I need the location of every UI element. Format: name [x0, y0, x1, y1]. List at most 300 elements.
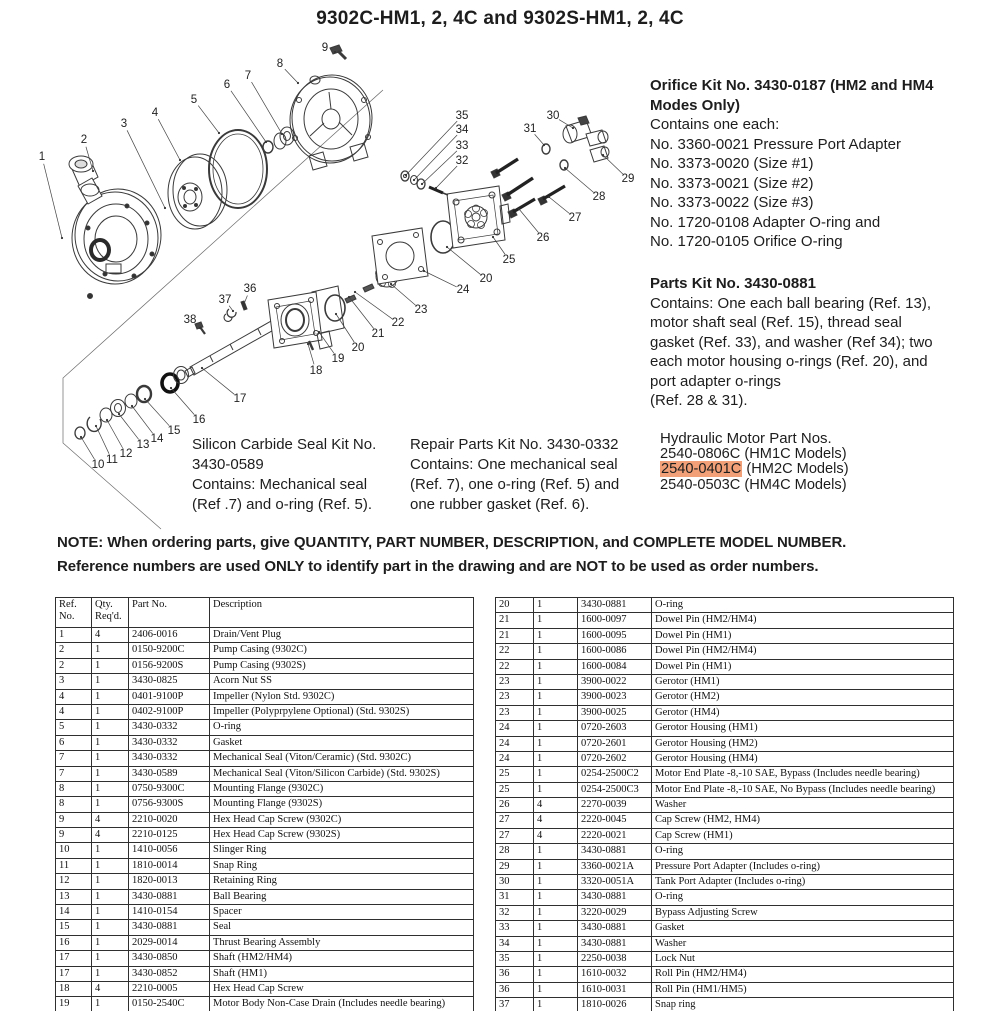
- impeller-drawing: [168, 154, 227, 229]
- table-cell: 20: [496, 598, 534, 613]
- model-label: (HM4C Models): [740, 476, 847, 493]
- table-cell: 1: [92, 797, 129, 812]
- table-cell: 22: [496, 644, 534, 659]
- leader-line: [549, 197, 570, 214]
- table-cell: 1: [92, 781, 129, 796]
- silicon-kit-body: [192, 475, 410, 515]
- orifice-kit-block: [650, 76, 995, 252]
- table-row: [56, 781, 474, 796]
- table-row: [496, 844, 954, 859]
- leader-endpoint: [390, 283, 392, 285]
- table-cell: 1610-0032: [578, 967, 652, 982]
- table-cell: 1: [534, 674, 578, 689]
- table-row: [56, 720, 474, 735]
- table-cell: 1410-0056: [129, 843, 210, 858]
- text-line: Contains: One each ball bearing (Ref. 13),: [650, 294, 931, 312]
- leader-endpoint: [602, 154, 604, 156]
- table-cell: 4: [534, 813, 578, 828]
- callout-number: 16: [192, 414, 206, 426]
- table-cell: Thrust Bearing Assembly: [210, 935, 474, 950]
- table-row: [56, 874, 474, 889]
- table-cell: 1: [534, 736, 578, 751]
- leader-endpoint: [492, 236, 494, 238]
- table-cell: 1600-0084: [578, 659, 652, 674]
- table-row: [496, 767, 954, 782]
- table-cell: 1: [534, 875, 578, 890]
- callout-number: 22: [391, 317, 405, 329]
- text-line: NOTE: When ordering parts, give QUANTITY, PART NUMBER, DESCRIPTION, and COMPLETE MODEL NUMBER.: [57, 534, 847, 551]
- callout-number: 30: [546, 110, 560, 122]
- table-cell: Impeller (Polyprpylene Optional) (Std. 9302S): [210, 704, 474, 719]
- callout-number: 29: [621, 173, 635, 185]
- table-cell: 1610-0031: [578, 982, 652, 997]
- table-cell: O-ring: [210, 720, 474, 735]
- leader-line: [252, 82, 282, 134]
- text-line: (Ref. 7), one o-ring (Ref. 5) and: [410, 476, 620, 493]
- table-cell: 1: [92, 858, 129, 873]
- table-cell: 8: [56, 781, 92, 796]
- table-cell: 3430-0332: [129, 720, 210, 735]
- table-cell: 28: [496, 844, 534, 859]
- table-cell: 23: [496, 674, 534, 689]
- callout-number: 28: [592, 191, 606, 203]
- table-cell: 1: [534, 936, 578, 951]
- table-cell: 3220-0029: [578, 905, 652, 920]
- table-cell: 1: [92, 951, 129, 966]
- callout-number: 11: [106, 454, 118, 466]
- table-cell: Mounting Flange (9302S): [210, 797, 474, 812]
- table-cell: 22: [496, 659, 534, 674]
- model-label: (HM1C Models): [740, 445, 847, 462]
- leader-line: [565, 168, 594, 192]
- table-cell: 17: [56, 951, 92, 966]
- leader-endpoint: [164, 207, 166, 209]
- part-number: 2540-0503C: [660, 476, 741, 493]
- callout-number: 15: [167, 425, 181, 437]
- leader-endpoint: [118, 413, 120, 415]
- leader-endpoint: [421, 183, 423, 185]
- table-cell: 0720-2602: [578, 751, 652, 766]
- table-row: [496, 782, 954, 797]
- table-cell: Drain/Vent Plug: [210, 628, 474, 643]
- table-header-row: [56, 598, 474, 628]
- dowel-pin-drawing: [363, 284, 374, 292]
- table-cell: 0254-2500C2: [578, 767, 652, 782]
- table-cell: Gerotor (HM2): [652, 690, 954, 705]
- table-cell: 5: [56, 720, 92, 735]
- table-cell: 36: [496, 982, 534, 997]
- callout-number: 12: [119, 448, 133, 460]
- table-cell: 4: [92, 628, 129, 643]
- table-cell: 2210-0020: [129, 812, 210, 827]
- table-cell: 4: [92, 812, 129, 827]
- leader-endpoint: [564, 167, 566, 169]
- text-line: Silicon Carbide Seal Kit No.: [192, 436, 377, 453]
- callout-number: 35: [455, 110, 469, 122]
- table-cell: 0150-2540C: [129, 997, 210, 1011]
- text-line: (Ref .7) and o-ring (Ref. 5).: [192, 496, 373, 513]
- table-row: [496, 751, 954, 766]
- leader-line: [424, 271, 457, 287]
- table-row: [496, 674, 954, 689]
- callout-number: 1: [38, 151, 46, 163]
- leader-endpoint: [572, 127, 574, 129]
- table-cell: 1600-0097: [578, 613, 652, 628]
- leader-endpoint: [348, 296, 350, 298]
- table-row: [56, 951, 474, 966]
- table-cell: 1810-0014: [129, 858, 210, 873]
- orifice-kit-heading: [650, 76, 995, 115]
- table-cell: 1: [92, 643, 129, 658]
- table-row: [496, 875, 954, 890]
- table-cell: 7: [56, 766, 92, 781]
- callout-number: 32: [455, 155, 469, 167]
- table-row: [56, 905, 474, 920]
- table-cell: 1: [92, 935, 129, 950]
- leader-line: [96, 426, 109, 454]
- table-cell: 1: [534, 782, 578, 797]
- leader-endpoint: [199, 327, 201, 329]
- leader-endpoint: [61, 237, 63, 239]
- table-cell: Hex Head Cap Screw (9302C): [210, 812, 474, 827]
- leader-endpoint: [144, 398, 146, 400]
- leader-line: [145, 399, 169, 426]
- text-line: Contains: Mechanical seal: [192, 476, 368, 493]
- text-line: Modes Only): [650, 96, 741, 114]
- table-row: [496, 813, 954, 828]
- table-cell: Bypass Adjusting Screw: [652, 905, 954, 920]
- highlighted-part-number: 2540-0401C: [661, 461, 742, 478]
- table-cell: 29: [496, 859, 534, 874]
- ordering-note: [57, 531, 957, 578]
- table-cell: 1: [534, 751, 578, 766]
- table-cell: 16: [56, 935, 92, 950]
- table-cell: 9: [56, 828, 92, 843]
- table-cell: 1: [534, 921, 578, 936]
- table-cell: 3430-0852: [129, 966, 210, 981]
- table-cell: 3430-0332: [129, 751, 210, 766]
- leader-line: [44, 164, 62, 238]
- table-cell: 15: [56, 920, 92, 935]
- table-cell: 25: [496, 782, 534, 797]
- table-cell: 2210-0125: [129, 828, 210, 843]
- leader-endpoint: [354, 291, 356, 293]
- table-cell: Roll Pin (HM1/HM5): [652, 982, 954, 997]
- text-line: one rubber gasket (Ref. 6).: [410, 496, 590, 513]
- table-cell: 2250-0038: [578, 951, 652, 966]
- text-line: No. 1720-0108 Adapter O-ring and: [650, 213, 881, 231]
- table-cell: Ball Bearing: [210, 889, 474, 904]
- leader-line: [436, 166, 457, 188]
- leader-line: [171, 388, 194, 415]
- callout-number: 21: [371, 328, 385, 340]
- table-cell: 14: [56, 905, 92, 920]
- table-cell: 31: [496, 890, 534, 905]
- table-cell: 3430-0881: [129, 920, 210, 935]
- table-cell: Gasket: [210, 735, 474, 750]
- table-cell: 1: [92, 905, 129, 920]
- table-cell: Dowel Pin (HM2/HM4): [652, 613, 954, 628]
- table-cell: 18: [56, 981, 92, 996]
- table-cell: 1: [534, 967, 578, 982]
- leader-line: [603, 155, 623, 174]
- table-cell: Roll Pin (HM2/HM4): [652, 967, 954, 982]
- leader-line: [447, 247, 481, 275]
- leader-endpoint: [95, 425, 97, 427]
- leader-line: [519, 209, 539, 233]
- leader-line: [285, 69, 298, 83]
- text-line: port adapter o-rings: [650, 372, 781, 390]
- table-row: [56, 843, 474, 858]
- callout-number: 17: [233, 393, 247, 405]
- callout-number: 23: [414, 304, 428, 316]
- table-cell: 3: [56, 674, 92, 689]
- leader-endpoint: [518, 208, 520, 210]
- callout-number: 6: [223, 79, 231, 91]
- table-cell: 17: [56, 966, 92, 981]
- table-cell: Mounting Flange (9302C): [210, 781, 474, 796]
- table-cell: 32: [496, 905, 534, 920]
- table-cell: Pump Casing (9302S): [210, 658, 474, 673]
- text-line: No. 3360-0021 Pressure Port Adapter: [650, 135, 901, 153]
- table-cell: 1: [92, 920, 129, 935]
- leader-endpoint: [318, 331, 320, 333]
- table-cell: Snap ring: [652, 998, 954, 1011]
- table-cell: Gasket: [652, 921, 954, 936]
- table-row: [496, 705, 954, 720]
- table-cell: 12: [56, 874, 92, 889]
- table-cell: 1: [534, 705, 578, 720]
- leader-endpoint: [543, 144, 545, 146]
- table-cell: 2210-0005: [129, 981, 210, 996]
- leader-line: [202, 368, 235, 395]
- table-row: [496, 998, 954, 1011]
- table-row: [496, 921, 954, 936]
- text-line: motor shaft seal (Ref. 15), thread seal: [650, 314, 902, 331]
- silicon-seal-kit-block: [192, 435, 410, 515]
- leader-endpoint: [243, 303, 245, 305]
- table-row: [496, 736, 954, 751]
- text-line: No. 3373-0020 (Size #1): [650, 155, 814, 172]
- table-cell: Cap Screw (HM1): [652, 828, 954, 843]
- hydraulic-model-list: [660, 447, 995, 494]
- table-cell: 23: [496, 705, 534, 720]
- text-line: Orifice Kit No. 3430-0187 (HM2 and HM4: [650, 77, 934, 94]
- table-cell: 30: [496, 875, 534, 890]
- callout-number: 18: [309, 365, 323, 377]
- table-cell: 4: [56, 704, 92, 719]
- table-cell: 1: [534, 690, 578, 705]
- table-cell: 2220-0021: [578, 828, 652, 843]
- table-cell: Gerotor Housing (HM4): [652, 751, 954, 766]
- table-row: [56, 689, 474, 704]
- table-cell: 3430-0881: [129, 889, 210, 904]
- hydraulic-model-line: [660, 462, 995, 478]
- table-cell: 0150-9200C: [129, 643, 210, 658]
- table-cell: 3360-0021A: [578, 859, 652, 874]
- leader-line: [244, 295, 247, 304]
- table-cell: 19: [56, 997, 92, 1011]
- table-row: [496, 690, 954, 705]
- table-cell: 1820-0013: [129, 874, 210, 889]
- repair-kit-body: [410, 455, 652, 515]
- text-line: each motor housing o-rings (Ref. 20), and: [650, 353, 928, 370]
- table-cell: Seal: [210, 920, 474, 935]
- table-cell: 1: [92, 704, 129, 719]
- table-row: [56, 889, 474, 904]
- table-cell: Mechanical Seal (Viton/Ceramic) (Std. 9302C): [210, 751, 474, 766]
- table-cell: 33: [496, 921, 534, 936]
- callout-number: 31: [523, 123, 537, 135]
- table-cell: 1: [534, 951, 578, 966]
- leader-line: [107, 420, 123, 448]
- table-cell: 6: [56, 735, 92, 750]
- hydraulic-heading: Hydraulic Motor Part Nos.: [660, 430, 832, 447]
- table-cell: 0156-9200S: [129, 658, 210, 673]
- gasket-drawing: [263, 141, 273, 153]
- parts-kit-heading: Parts Kit No. 3430-0881: [650, 275, 816, 292]
- pump-casing-drawing: [69, 156, 161, 299]
- table-row: [56, 997, 474, 1011]
- leader-endpoint: [548, 196, 550, 198]
- table-row: [56, 658, 474, 673]
- table-row: [496, 905, 954, 920]
- callout-number: 20: [351, 342, 365, 354]
- table-cell: 3430-0589: [129, 766, 210, 781]
- text-line: No. 3373-0021 (Size #2): [650, 174, 814, 192]
- table-cell: 3900-0022: [578, 674, 652, 689]
- table-cell: 27: [496, 828, 534, 843]
- page-title: 9302C-HM1, 2, 4C and 9302S-HM1, 2, 4C: [316, 8, 684, 29]
- leader-line: [119, 414, 139, 439]
- table-cell: 0402-9100P: [129, 704, 210, 719]
- leader-endpoint: [446, 246, 448, 248]
- table-cell: 1: [92, 720, 129, 735]
- callout-number: 13: [136, 439, 150, 451]
- silicon-kit-heading: [192, 435, 410, 475]
- text-line: No. 3373-0022 (Size #3): [650, 194, 814, 211]
- leader-endpoint: [423, 270, 425, 272]
- table-cell: Cap Screw (HM2, HM4): [652, 813, 954, 828]
- header-ref: Ref. No.: [56, 598, 92, 628]
- table-cell: 26: [496, 798, 534, 813]
- table-cell: 1: [92, 674, 129, 689]
- table-row: [56, 766, 474, 781]
- table-cell: 34: [496, 936, 534, 951]
- table-cell: Motor End Plate -8,-10 SAE, Bypass (Includes needle bearing): [652, 767, 954, 782]
- table-cell: 3430-0881: [578, 936, 652, 951]
- table-cell: Shaft (HM1): [210, 966, 474, 981]
- table-cell: 1: [92, 966, 129, 981]
- table-cell: 21: [496, 628, 534, 643]
- parts-table-right: [495, 597, 954, 1011]
- text-line: (Ref. 28 & 31).: [650, 392, 748, 409]
- callout-number: 2: [80, 134, 88, 146]
- leader-endpoint: [170, 387, 172, 389]
- table-cell: Acorn Nut SS: [210, 674, 474, 689]
- leader-endpoint: [179, 159, 181, 161]
- leader-endpoint: [405, 174, 407, 176]
- leader-endpoint: [435, 187, 437, 189]
- table-cell: 0401-9100P: [129, 689, 210, 704]
- table-cell: Snap Ring: [210, 858, 474, 873]
- table-cell: Impeller (Nylon Std. 9302C): [210, 689, 474, 704]
- table-cell: 3430-0881: [578, 890, 652, 905]
- cap-screws-drawing: [491, 159, 565, 218]
- leader-line: [391, 284, 416, 305]
- o-ring-drawing: [209, 130, 267, 208]
- leader-line: [355, 292, 392, 319]
- table-cell: O-ring: [652, 598, 954, 613]
- table-cell: 2406-0016: [129, 628, 210, 643]
- table-cell: 1: [534, 998, 578, 1011]
- leader-line: [132, 406, 153, 433]
- callout-number: 10: [91, 459, 105, 471]
- table-row: [56, 858, 474, 873]
- leader-endpoint: [265, 141, 267, 143]
- header-part: Part No.: [129, 598, 210, 628]
- table-cell: 13: [56, 889, 92, 904]
- table-cell: 37: [496, 998, 534, 1011]
- table-cell: 1: [92, 843, 129, 858]
- table-row: [496, 613, 954, 628]
- text-line: gasket (Ref. 33), and washer (Ref 34); two: [650, 333, 933, 351]
- callout-number: 14: [150, 433, 164, 445]
- leader-endpoint: [335, 313, 337, 315]
- table-cell: Retaining Ring: [210, 874, 474, 889]
- table-cell: 1: [534, 644, 578, 659]
- text-line: Reference numbers are used ONLY to identify part in the drawing and are NOT to be used as order numbers.: [57, 557, 819, 575]
- table-cell: 24: [496, 736, 534, 751]
- table-cell: Slinger Ring: [210, 843, 474, 858]
- part-number: 2540-0806C: [660, 445, 741, 462]
- table-row: [496, 951, 954, 966]
- table-cell: 1: [534, 767, 578, 782]
- callout-number: 26: [536, 232, 550, 244]
- table-row: [56, 751, 474, 766]
- table-cell: 2: [56, 658, 92, 673]
- repair-kit-block: [410, 435, 652, 515]
- gerotor-housing-drawing: [372, 228, 428, 284]
- table-row: [496, 798, 954, 813]
- callout-number: 27: [568, 212, 582, 224]
- table-cell: 3430-0881: [578, 921, 652, 936]
- table-row: [496, 598, 954, 613]
- table-row: [496, 644, 954, 659]
- table-cell: 3900-0023: [578, 690, 652, 705]
- table-cell: 1810-0026: [578, 998, 652, 1011]
- table-cell: Hex Head Cap Screw (9302S): [210, 828, 474, 843]
- table-cell: 24: [496, 721, 534, 736]
- port-adapter-drawing: [542, 116, 609, 170]
- table-cell: 2029-0014: [129, 935, 210, 950]
- orifice-kit-body: [650, 115, 995, 252]
- table-cell: 2270-0039: [578, 798, 652, 813]
- table-cell: Washer: [652, 936, 954, 951]
- table-cell: 4: [534, 798, 578, 813]
- table-cell: 1: [534, 659, 578, 674]
- table-row: [56, 704, 474, 719]
- table-row: [56, 828, 474, 843]
- table-cell: 3430-0881: [578, 844, 652, 859]
- leader-line: [422, 151, 457, 184]
- table-cell: Shaft (HM2/HM4): [210, 951, 474, 966]
- callout-number: 8: [276, 58, 284, 70]
- text-line: Contains: One mechanical seal: [410, 456, 618, 473]
- table-cell: 1: [92, 766, 129, 781]
- callout-number: 36: [243, 283, 257, 295]
- callout-number: 25: [502, 254, 516, 266]
